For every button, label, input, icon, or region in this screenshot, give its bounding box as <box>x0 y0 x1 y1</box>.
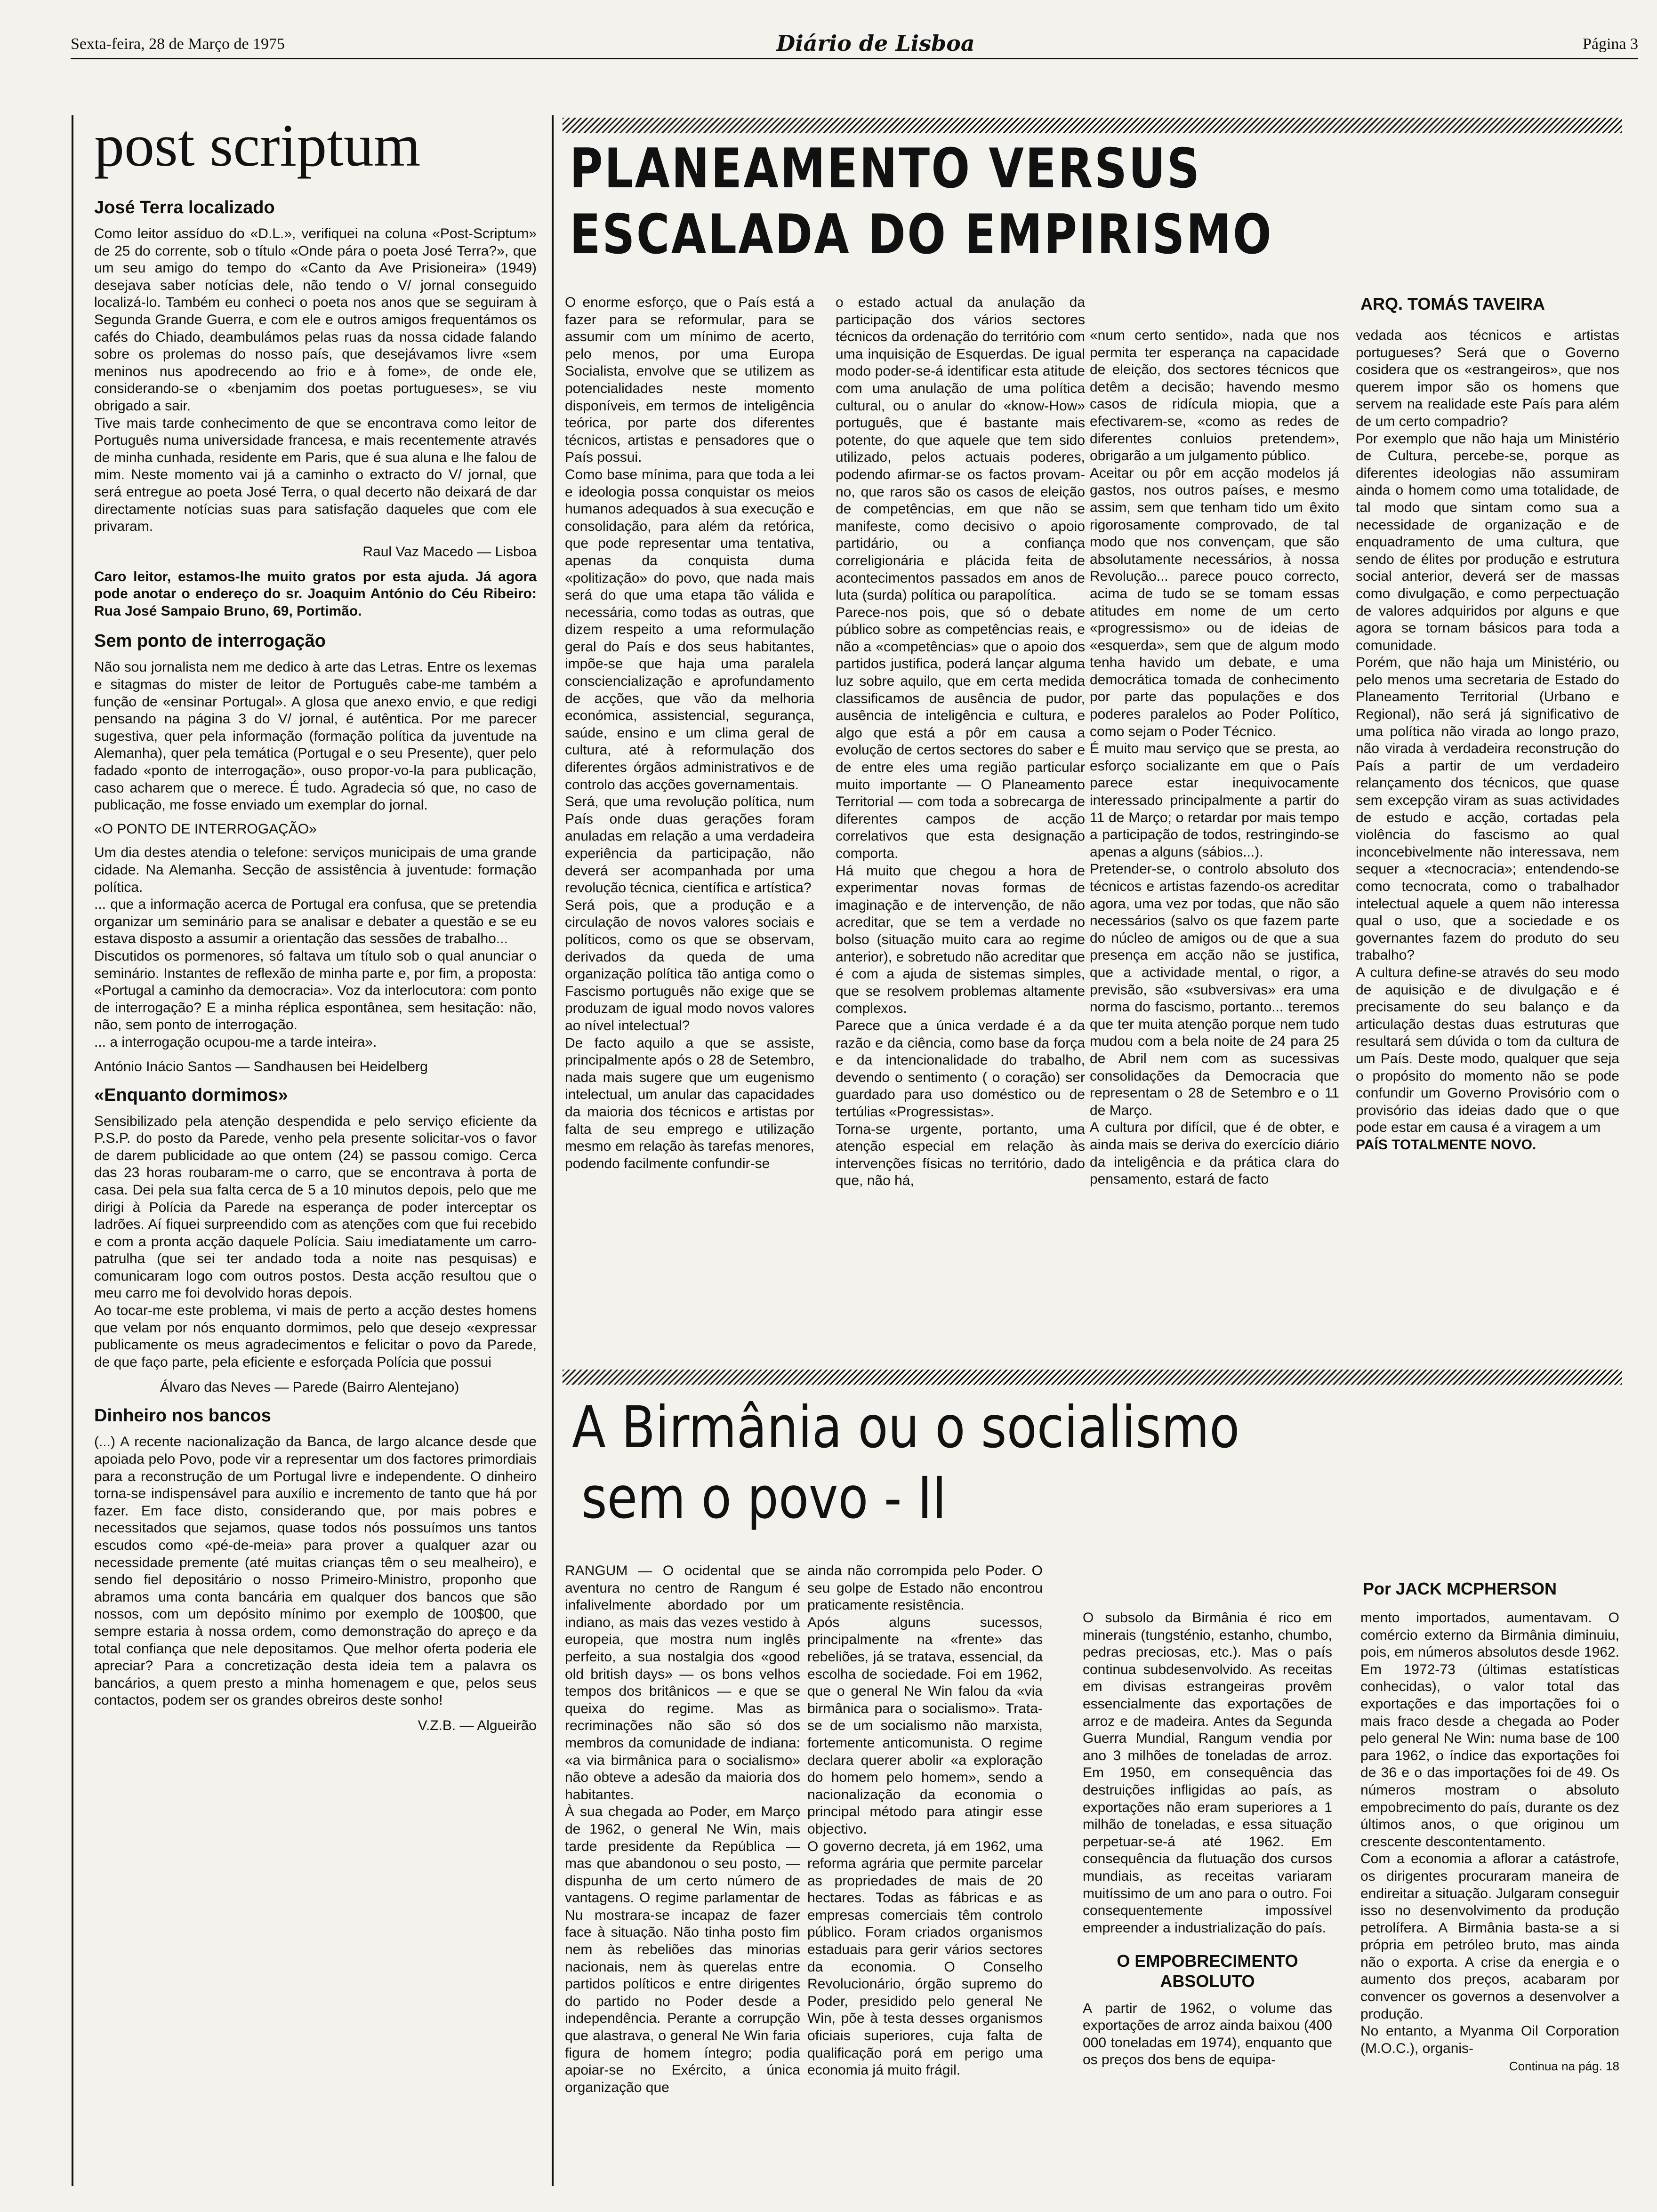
article2-col3: O subsolo da Birmânia é rico em minerais (tungsténio, estanho, chumbo, pedras preciosas, etc.). Mas o país continua subdesenvolvido. As receitas em divisas estrangeiras provêm essencialmente das exportações de arroz e de madeira. Antes da Segunda Guerra Mundial, Rangum vendia por ano 3 milhões de toneladas de arroz. Em 1950, em consequência das destruições infligidas ao país, as exportações não eram superiores a 1 milhão de toneladas, e essa situação perpetuar-se-á até 1962. Em consequência da flutuação dos cursos mundiais, as receitas variaram muitíssimo de um ano para o outro. Foi consequentemente impossível empreender a industrialização do país. <box>1083 1610 1332 1936</box>
article2-col2: ainda não corrompida pelo Poder. O seu golpe de Estado não encontrou praticamente resistência. Após alguns sucessos, principalmente na «frente» das rebeliões, já se tratava, essencial, da escolha de sociedade. Foi em 1962, que o general Ne Win falou da «via birmânica para o socialismo». Trata-se de um socialismo não marxista, fortemente anticomunista. O regime declara querer abolir «a exploração do homem pelo homem», sendo a nacionalização da economia o principal método para atingir esse objectivo. O governo decreta, já em 1962, uma reforma agrária que permite parcelar as propriedades de mais de 20 hectares. Todas as fábricas e as empresas comerciais têm controlo público. Foram criados organismos estaduais para gerir vários sectores da economia. O Conselho Revolucionário, órgão supremo do Poder, presidido pelo general Ne Win, põe à testa desses organismos oficiais superiores, cuja falta de qualificação porá em perigo uma economia já muito frágil. <box>807 1563 1043 2078</box>
section-signature: António Inácio Santos — Sandhausen bei Heidelberg <box>94 1058 428 1074</box>
article2-col1: RANGUM — O ocidental que se aventura no centro de Rangum é infalivelmente abordado por um indiano, as mais das vezes vestido à europeia, que mostra num inglês perfeito, a sua nostalgia dos «good old british days» — os bons velhos tempos dos britânicos — e que se queixa do regime. Mas as recriminações não são só dos membros da comunidade de indiana: «a via birmânica para o socialismo» não obteve a adesão da maioria dos habitantes. À sua chegada ao Poder, em Março de 1962, o general Ne Win, mais tarde presidente da República — mas que abandonou o seu posto, — dispunha de um certo número de vantagens. O regime parlamentar de Nu mostrara-se incapaz de fazer face à situação. Não tinha posto fim nem às rebeliões das minorias nacionais, nem às querelas entre partidos políticos e entre dirigentes do partido no Poder desde a independência. Perante a corrupção que alastrava, o general Ne Win faria figura de homem íntegro; podia apoiar-se no Exército, a única organização que <box>565 1563 800 2095</box>
section-heading: José Terra localizado <box>94 198 275 217</box>
headline-1-line-2: ESCALADA DO EMPIRISMO <box>570 203 1273 266</box>
section-body: Sensibilizado pela atenção despendida e pelo serviço eficiente da P.S.P. do posto da Parede, venho pela presente solicitar-vos o favor de darem publicidade ao que ontem (24) se passou comigo. Cerca das 23 horas roubaram-me o carro, que se encontrava à porta de casa. Dei pela sua falta cerca de 5 a 10 minutos depois, pelo que me dirigi à Polícia da Parede na esperança de poder interceptar os ladrões. Aí fiquei surpreendido com as atenções com que fui recebido e com a pronta acção daquele Polícia. Saiu imediatamente um carro-patrulha (que sei ter andado toda a noite nas pesquisas) e comunicaram logo com outros postos. Desta acção resultou que o meu carro me foi devolvido horas depois. Ao tocar-me este problema, vi mais de perto a acção destes homens que velam por nós enquanto dormimos, pelo que desejo «expressar publicamente os meus agradecimentos e felicitar o povo da Parede, de que faço parte, pela eficiente e esforçada Polícia que possui <box>94 1113 537 1370</box>
masthead-title: Diário de Lisboa <box>776 31 975 56</box>
article1-col4: vedada aos técnicos e artistas portugueses? Será que o Governo cosidera que os «estrangeiros», que nos querem impor são os homens que servem na realidade este País para além de um certo compadrio? Por exemplo que não haja um Ministério de Cultura, percebe-se, porque as diferentes ideologias não assumiram ainda o homem como uma totalidade, de tal modo que sintam como sua a necessidade de organização e de enquadramento de uma cultura, que sendo de élites por produção e estrutura social anterior, deverá ser de massas como divulgação, e como perpectuação de valores adquiridos por alguns e que agora se tornam básicos para toda a comunidade. Porém, que não haja um Ministério, ou pelo menos uma secretaria de Estado do Planeamento Territorial (Urbano e Regional), não será já significativo de uma política não virada ao longo prazo, não virada à verdadeira reconstrução do País a partir de um verdadeiro relançamento dos técnicos, que quase sem excepção viram as suas actividades de estudo e acção, cortadas pela violência do fascismo ao qual inconcebivelmente não interessava, nem sequer a «tecnocracia»; entendendo-se como tecnocrata, como o trabalhador intelectual aquele a quem não interessa qual o uso, que a sociedade e os governantes fazem do produto do seu trabalho? A cultura define-se através do seu modo de aquisição e de divulgação e é precisamente do seu balanço e da articulação destas duas estruturas que resultará sem dúvida o tom da cultura de um País. Deste modo, qualquer que seja o propósito do momento não se pode confundir um Governo Provisório com o provisório das ideias dado que o que pode estar em causa é a viragem a um <box>1356 328 1619 1136</box>
masthead-date: Sexta-feira, 28 de Março de 1975 <box>71 35 285 53</box>
article2-col3b: A partir de 1962, o volume das exportações de arroz ainda baixou (400 000 toneladas em 1974), enquanto que os preços dos bens de equipa- <box>1083 2000 1332 2068</box>
post-scriptum-column <box>94 198 537 1734</box>
masthead-rule <box>71 58 1638 59</box>
byline-taveira: ARQ. TOMÁS TAVEIRA <box>1360 294 1545 313</box>
section-body: Não sou jornalista nem me dedico à arte das Letras. Entre os lexemas e sitagmas do mister de leitor de Português cabe-me também a função de «ensinar Portugal». A glosa que anexo envio, e que redigi pensando na página 3 do V/ jornal, é autêntica. Por me parecer sugestiva, quer pela informação (formação política da juventude na Alemanha), quer pela temática (Portugal e o seu Presente), quer pelo fadado «ponto de interrogação», ouso propor-vo-la para publicação, caso acharem que o merece. É tudo. Agradecia só que, no caso de publicação, me fosse enviado um exemplar do jornal. <box>94 659 537 813</box>
section-heading: Sem ponto de interrogação <box>94 631 326 651</box>
headline-2-line-2: sem o povo - II <box>581 1465 947 1531</box>
article1-col3: «num certo sentido», nada que nos permita ter esperança na capacidade de eleição, dos sectores técnicos que detêm a decisão; havendo mesmo casos de ridícula miopia, que a efectivarem-se, «como as redes de diferentes conluios pretendem», obrigarão a um julgamento público. Aceitar ou pôr em acção modelos já gastos, nos outros países, e mesmo assim, sem que tenham tido um êxito rigorosamente comprovado, de tal modo que nos convençam, que são absolutamente necessários, à nossa Revolução... parece pouco correcto, acima de tudo se se tomam essas atitudes em nome de um certo «progressismo» ou de ideias de «esquerda», sem que de algum modo tenha havido um debate, e uma democrática tomada de conhecimento por parte das populações e dos poderes paralelos ao Poder Político, como sejam o Poder Técnico. É muito mau serviço que se presta, ao esforço socializante em que o País parece estar inequivocamente interessado principalmente a partir do 11 de Março; o retardar por mais tempo a participação de todos, restringindo-se apenas a alguns (sábios...). Pretender-se, o controlo absoluto dos técnicos e artistas fazendo-os acreditar agora, uma vez por todas, que não são necessários (salvo os que fazem parte do núcleo de amigos ou de que a sua presença em acção não se justifica, que a actividade mental, o rigor, a previsão, são «subversivas» era uma norma do fascismo, portanto... teremos que ter muita atenção porque nem tudo mudou com a bela noite de 24 para 25 de Abril nem com as sucessivas consolidações da Democracia que representam o 28 de Setembro e o 11 de Março. A cultura por difícil, que é de obter, e ainda mais se deriva do exercício diário da inteligência e da prática clara do pensamento, estará de facto <box>1090 328 1339 1187</box>
section-signature: Álvaro das Neves — Parede (Bairro Alentejano) <box>160 1379 459 1395</box>
section-signature: V.Z.B. — Algueirão <box>418 1717 537 1733</box>
article2-subheading: O EMPOBRECIMENTO ABSOLUTO <box>1117 1951 1298 1991</box>
section-signature: Raul Vaz Macedo — Lisboa <box>362 544 537 560</box>
section-heading: «Enquanto dormimos» <box>94 1085 288 1105</box>
masthead-page: Página 3 <box>1582 35 1638 53</box>
article2-col4-wrap <box>1360 1610 1619 2074</box>
headline-2-line-1: A Birmânia ou o socialismo <box>572 1394 1240 1461</box>
article1-col1: O enorme esforço, que o País está a fazer para se reformular, para se assumir com um mínimo de acerto, pelo menos, por uma Europa Socialista, envolve que se utilizem as potencialidades neste momento disponíveis, em termos de inteligência teórica, por parte dos diferentes técnicos, artistas e pensadores que o País possui. Como base mínima, para que toda a lei e ideologia possa conquistar os meios humanos adequados à sua execução e consolidação, para além da retórica, que pode representar uma tentativa, apenas da conquista duma «politização» do povo, que nada mais será do que uma etapa tão válida e necessária, como todas as outras, que dizem respeito a uma reformulação geral do País e dos seus habitantes, impõe-se que haja uma paralela consciencialização e aprofundamento de acções, que vão da melhoria económica, assistencial, segurança, saúde, ensino e um clima geral de cultura, até à reformulação dos diferentes órgãos administrativos e de controlo das acções governamentais. Será, que uma revolução política, num País onde duas gerações foram anuladas em relação a uma verdadeira experiência da participação, não deverá ser acompanhada por uma revolução técnica, científica e artística? Será pois, que a produção e a circulação de novos valores sociais e políticos, como os que se observam, derivados da queda de uma organização política tão antiga como o Fascismo português não exige que se produzam de igual modo novos valores ao nível intelectual? De facto aquilo a que se assiste, principalmente após o 28 de Setembro, nada mais sugere que um eugenismo intelectual, um anular das capacidades da maioria dos técnicos e artistas por falta de seu emprego e utilização mesmo em relação às tarefas menores, podendo facilmente confundir-se <box>565 295 814 1171</box>
article1-col4-wrap <box>1356 327 1619 1154</box>
editor-note: Caro leitor, estamos-lhe muito gratos por esta ajuda. Já agora pode anotar o endereço do sr. Joaquim António do Céu Ribeiro: Rua José Sampaio Bruno, 69, Portimão. <box>94 569 537 619</box>
column-divider <box>552 115 554 2186</box>
hatch-rule-top <box>563 118 1622 133</box>
hatch-rule-middle <box>563 1370 1622 1385</box>
article1-col4-end: PAÍS TOTALMENTE NOVO. <box>1356 1137 1536 1153</box>
quote-title: «O PONTO DE INTERROGAÇÃO» <box>94 821 317 837</box>
left-column-rule <box>72 115 73 2186</box>
article2-col3-wrap <box>1083 1610 1332 2069</box>
article1-col2: o estado actual da anulação da participação dos vários sectores técnicos da ordenação do território com uma inquisição de Esquerdas. De igual modo poder-se-á identificar esta atitude com uma anulação de uma política cultural, ou o anular do «know-How» português, que é bastante mais potente, do que aquele que tem sido utilizado, pelos actuais poderes, podendo afirmar-se os factos provam-no, que raros são os casos de eleição de competências, em que não se manifeste, como decisivo o apoio partidário, ou a confiança correligionária e plácida feita de acontecimentos passados em anos de luta (surda) política ou parapolítica. Parece-nos pois, que só o debate público sobre as competências reais, e não a «competências» que o apoio dos partidos justifica, poderá lançar alguma luz sobre aquilo, que em certa medida classificamos de ausência de pudor, ausência de inteligência e cultura, e algo que está a pôr em causa a evolução de certos sectores do saber e de entre eles uma região particular muito importante — O Planeamento Territorial — com toda a sobrecarga de diferentes campos de acção correlativos que esta designação comporta. Há muito que chegou a hora de experimentar novas formas de imaginação e de intervenção, de não acreditar, que se tem a verdade no bolso (situação muito cara ao regime anterior), e sobretudo não acreditar que é com a ajuda de sistemas simples, que se resolvem problemas altamente complexos. Parece que a única verdade é a da razão e da ciência, como base da força e da intencionalidade do trabalho, devendo o sentimento ( o coração) ser guardado para uso doméstico ou de tertúlias «Progressistas». Torna-se urgente, portanto, uma atenção especial em relação às intervenções físicas no território, dado que, não há, <box>836 295 1085 1189</box>
section-body: Como leitor assíduo do «D.L.», verifiquei na coluna «Post-Scriptum» de 25 do corrente, sob o título «Onde pára o poeta José Terra?», que um seu amigo do tempo do «Canto da Ave Prisioneira» (1949) desejava saber notícias dele, não tendo o V/ jornal conseguido localizá-lo. Também eu conheci o poeta nos anos que se seguiram à Segunda Grande Guerra, e com ele e outros amigos frequentámos os cafés do Chiado, deambulámos pelas ruas da nossa cidade falando sobre os prolemas do nosso país, que desejávamos livre «sem meninos nus apodrecendo ao frio e à fome», de onde ele, considerando-se o «benjamim dos poetas portugueses», se viu obrigado a sair. Tive mais tarde conhecimento de que se encontrava como leitor de Português numa universidade francesa, e mais recentemente através de minha cunhada, residente em Paris, que é sua aluna e lhe falou de mim. Neste momento vai já a caminho o extracto do V/ jornal, que será entregue ao poeta José Terra, o qual decerto não deixará de dar directamente notícias suas para satisfação daqueles que com ele privaram. <box>94 226 537 535</box>
article2-col4: mento importados, aumentavam. O comércio externo da Birmânia diminuiu, pois, em números absolutos desde 1962. Em 1972-73 (últimas estatísticas conhecidas), o valor total das exportações e das importações foi o mais fraco desde a chegada ao Poder pelo general Ne Win: numa base de 100 para 1962, o índice das exportações foi de 36 e o das importações foi de 49. Os números mostram o absoluto empobrecimento do país, durante os dez últimos anos, o que originou um crescente descontentamento. Com a economia a aflorar a catástrofe, os dirigentes procuraram maneira de endireitar a situação. Julgaram conseguir isso no desenvolvimento da produção petrolífera. A Birmânia basta-se a si própria em petróleo bruto, mas ainda não o exporta. A crise da energia e o aumento dos preços, acabaram por convencer os governos a desenvolver a produção. No entanto, a Myanma Oil Corporation (M.O.C.), organis- <box>1360 1610 1619 2056</box>
headline-1-line-1: PLANEAMENTO VERSUS <box>570 137 1201 200</box>
masthead <box>71 26 1638 59</box>
section-heading: Dinheiro nos bancos <box>94 1406 271 1426</box>
quote-body: Um dia destes atendia o telefone: serviços municipais de uma grande cidade. Na Alemanha. Secção de assistência à juventude: formação política. ... que a informação acerca de Portugal era confusa, que se pretendia organizar um seminário para se analisar e debater a questão e se eu estava disposto a assumir a orientação das sessões de trabalho... Discutidos os pormenores, só faltava um título sob o qual anunciar o seminário. Instantes de reflexão de minha parte e, por fim, a proposta: «Portugal a caminho da democracia». Voz da interlocutora: com ponto de interrogação? E a minha réplica espontânea, sem hesitação: não, não, sem ponto de interrogação. ... a interrogação ocupou-me a tarde inteira». <box>94 845 537 1050</box>
post-scriptum-title: post scriptum <box>94 112 421 179</box>
continued-note: Continua na pág. 18 <box>1509 2059 1619 2074</box>
byline-mcpherson: Por JACK MCPHERSON <box>1363 1579 1557 1598</box>
section-body: (...) A recente nacionalização da Banca, de largo alcance desde que apoiada pelo Povo, pode vir a representar um dos factores primordiais para a reconstrução de um Portugal livre e independente. O dinheiro torna-se indispensável para auxílio e incremento de tanto que há por fazer. Em face disto, considerando que, por mais pobres e necessitados que sejamos, quase todos nós possuímos uns tantos escudos como «pé-de-meia» para prover a qualquer azar ou necessidade premente (até muitas crianças têm o seu mealheiro), e sendo fiel depositário o nosso Primeiro-Ministro, proponho que abramos uma conta bancária em qualquer dos bancos que são nossos, com um depósito mínimo por exemplo de 100$00, que sempre estaria à nossa ordem, como demonstração do apreço e da total confiança que nele depositamos. Que melhor oferta poderia ele apreciar? Para a concretização desta ideia tem a palavra os bancários, a quem presto a minha homenagem e que, pelos seus contactos, podem ser os grandes obreiros deste sonho! <box>94 1434 537 1708</box>
